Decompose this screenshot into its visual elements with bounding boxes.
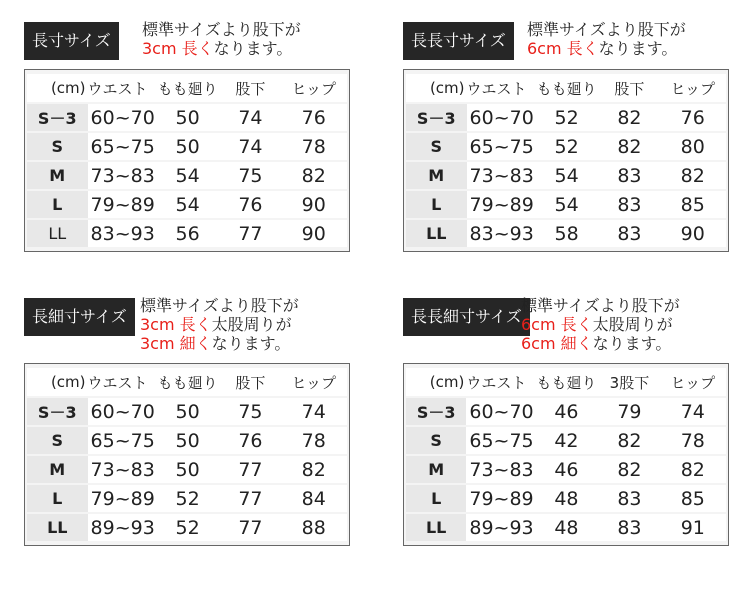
size-description — [140, 296, 299, 353]
table-row — [406, 162, 726, 189]
inseam-cell: 76 — [220, 427, 280, 454]
size-label: M — [27, 456, 88, 483]
size-label: S－3 — [406, 398, 466, 425]
hip-cell: 78 — [280, 133, 347, 160]
size-table — [24, 69, 350, 252]
waist-header: ウエスト — [88, 368, 155, 396]
table-header-row — [406, 368, 726, 396]
inseam-cell: 76 — [220, 191, 280, 218]
table-row — [27, 104, 347, 131]
desc-highlight: 6cm 長く — [521, 315, 593, 334]
table-row — [406, 427, 726, 454]
waist-header: ウエスト — [466, 368, 533, 396]
table-row — [27, 133, 347, 160]
desc-text: 標準サイズより股下が — [142, 20, 301, 39]
hip-cell: 78 — [280, 427, 347, 454]
inseam-cell: 83 — [599, 162, 659, 189]
waist-cell: 83~93 — [467, 220, 534, 247]
desc-line — [521, 315, 680, 334]
thigh-cell: 42 — [534, 427, 600, 454]
size-label: M — [406, 162, 467, 189]
hip-cell: 76 — [659, 104, 726, 131]
desc-text: 標準サイズより股下が — [521, 296, 680, 315]
table-header-row — [27, 368, 347, 396]
desc-line — [527, 20, 686, 39]
desc-line — [140, 315, 299, 334]
waist-cell: 60~70 — [88, 398, 155, 425]
inseam-header: 股下 — [220, 368, 280, 396]
inseam-cell: 79 — [599, 398, 659, 425]
size-table — [24, 363, 350, 546]
desc-line — [142, 20, 301, 39]
inseam-cell: 82 — [599, 133, 659, 160]
table-header-row — [406, 74, 726, 102]
thigh-header: もも廻り — [534, 74, 600, 102]
desc-line — [142, 39, 301, 58]
desc-highlight: 3cm 長く — [142, 39, 214, 58]
table-row — [406, 104, 726, 131]
desc-text: なります。 — [213, 39, 293, 58]
hip-cell: 84 — [280, 485, 347, 512]
thigh-cell: 52 — [155, 485, 221, 512]
size-type-badge: 長細寸サイズ — [24, 298, 135, 336]
size-label: LL — [406, 514, 466, 541]
table-row — [406, 456, 726, 483]
inseam-header: 3股下 — [599, 368, 659, 396]
thigh-cell: 52 — [534, 133, 600, 160]
size-description — [521, 296, 680, 353]
size-label: S — [27, 133, 88, 160]
size-table — [403, 69, 729, 252]
table-row — [406, 133, 726, 160]
desc-text: 太股周りが — [592, 315, 673, 334]
waist-cell: 65~75 — [467, 133, 534, 160]
table-row — [406, 485, 726, 512]
inseam-cell: 77 — [220, 220, 280, 247]
waist-cell: 65~75 — [88, 133, 155, 160]
waist-cell: 79~89 — [88, 485, 155, 512]
size-label: S — [27, 427, 88, 454]
size-label: LL — [406, 220, 467, 247]
table-row — [406, 220, 726, 247]
waist-header: ウエスト — [467, 74, 534, 102]
hip-cell: 82 — [660, 456, 726, 483]
thigh-cell: 52 — [534, 104, 600, 131]
size-label: S — [406, 133, 467, 160]
desc-highlight: 6cm 長く — [527, 39, 599, 58]
inseam-cell: 77 — [220, 514, 280, 541]
hip-cell: 82 — [659, 162, 726, 189]
table-header-row — [27, 74, 347, 102]
waist-cell: 65~75 — [88, 427, 155, 454]
thigh-cell: 50 — [155, 133, 221, 160]
table-row — [406, 398, 726, 425]
table-row — [27, 191, 347, 218]
waist-cell: 65~75 — [466, 427, 533, 454]
desc-line — [521, 296, 680, 315]
unit-header: (cm) — [27, 368, 88, 396]
table-row — [406, 514, 726, 541]
hip-cell: 82 — [280, 456, 347, 483]
size-table — [403, 363, 729, 546]
inseam-cell: 83 — [599, 220, 659, 247]
desc-text: 標準サイズより股下が — [140, 296, 299, 315]
thigh-cell: 54 — [155, 162, 221, 189]
hip-cell: 82 — [280, 162, 347, 189]
size-label: S－3 — [27, 398, 88, 425]
thigh-cell: 50 — [155, 398, 221, 425]
table-row — [406, 191, 726, 218]
thigh-header: もも廻り — [534, 368, 600, 396]
thigh-cell: 54 — [534, 162, 600, 189]
hip-header: ヒップ — [660, 368, 726, 396]
waist-cell: 73~83 — [467, 162, 534, 189]
thigh-header: もも廻り — [155, 74, 221, 102]
size-label: LL — [27, 220, 88, 247]
inseam-cell: 82 — [599, 456, 659, 483]
hip-cell: 90 — [659, 220, 726, 247]
size-type-badge: 長長寸サイズ — [403, 22, 514, 60]
size-label: L — [406, 191, 467, 218]
size-type-badge: 長寸サイズ — [24, 22, 119, 60]
size-label: S－3 — [27, 104, 88, 131]
hip-header: ヒップ — [280, 74, 347, 102]
hip-header: ヒップ — [280, 368, 347, 396]
thigh-cell: 50 — [155, 427, 221, 454]
inseam-cell: 77 — [220, 485, 280, 512]
inseam-header: 股下 — [220, 74, 280, 102]
hip-cell: 78 — [660, 427, 726, 454]
thigh-cell: 46 — [534, 456, 600, 483]
waist-cell: 83~93 — [88, 220, 155, 247]
waist-cell: 73~83 — [88, 162, 155, 189]
hip-cell: 90 — [280, 220, 347, 247]
desc-text: 標準サイズより股下が — [527, 20, 686, 39]
size-label: L — [27, 191, 88, 218]
waist-cell: 79~89 — [467, 191, 534, 218]
waist-cell: 73~83 — [88, 456, 155, 483]
hip-header: ヒップ — [659, 74, 726, 102]
thigh-cell: 48 — [534, 514, 600, 541]
inseam-cell: 75 — [220, 162, 280, 189]
inseam-cell: 83 — [599, 485, 659, 512]
thigh-cell: 48 — [534, 485, 600, 512]
size-label: L — [406, 485, 466, 512]
hip-cell: 90 — [280, 191, 347, 218]
desc-line — [140, 334, 299, 353]
table-row — [27, 427, 347, 454]
size-label: L — [27, 485, 88, 512]
inseam-cell: 83 — [599, 514, 659, 541]
thigh-cell: 46 — [534, 398, 600, 425]
desc-text: なります。 — [592, 334, 672, 353]
unit-header: (cm) — [406, 368, 466, 396]
unit-header: (cm) — [27, 74, 88, 102]
hip-cell: 74 — [280, 398, 347, 425]
waist-cell: 79~89 — [466, 485, 533, 512]
desc-highlight: 3cm 細く — [140, 334, 212, 353]
thigh-cell: 54 — [155, 191, 221, 218]
hip-cell: 80 — [659, 133, 726, 160]
thigh-cell: 56 — [155, 220, 221, 247]
desc-text: なります。 — [598, 39, 678, 58]
table-row — [27, 456, 347, 483]
hip-cell: 85 — [659, 191, 726, 218]
table-row — [27, 514, 347, 541]
waist-cell: 60~70 — [467, 104, 534, 131]
size-label: M — [27, 162, 88, 189]
size-label: S — [406, 427, 466, 454]
inseam-cell: 74 — [220, 133, 280, 160]
unit-header: (cm) — [406, 74, 467, 102]
size-type-badge: 長長細寸サイズ — [403, 298, 530, 336]
size-label: LL — [27, 514, 88, 541]
desc-highlight: 3cm 長く — [140, 315, 212, 334]
desc-text: なります。 — [211, 334, 291, 353]
waist-cell: 60~70 — [466, 398, 533, 425]
inseam-cell: 83 — [599, 191, 659, 218]
desc-line — [521, 334, 680, 353]
waist-cell: 89~93 — [88, 514, 155, 541]
thigh-cell: 50 — [155, 104, 221, 131]
waist-cell: 89~93 — [466, 514, 533, 541]
table-row — [27, 398, 347, 425]
desc-line — [140, 296, 299, 315]
waist-header: ウエスト — [88, 74, 155, 102]
hip-cell: 91 — [660, 514, 726, 541]
hip-cell: 74 — [660, 398, 726, 425]
inseam-cell: 77 — [220, 456, 280, 483]
thigh-cell: 50 — [155, 456, 221, 483]
desc-text: 太股周りが — [211, 315, 292, 334]
waist-cell: 73~83 — [466, 456, 533, 483]
desc-highlight: 6cm 細く — [521, 334, 593, 353]
size-description — [142, 20, 301, 58]
hip-cell: 88 — [280, 514, 347, 541]
hip-cell: 76 — [280, 104, 347, 131]
waist-cell: 79~89 — [88, 191, 155, 218]
desc-line — [527, 39, 686, 58]
table-row — [27, 220, 347, 247]
thigh-cell: 52 — [155, 514, 221, 541]
thigh-cell: 54 — [534, 191, 600, 218]
table-row — [27, 485, 347, 512]
thigh-cell: 58 — [534, 220, 600, 247]
inseam-cell: 82 — [599, 427, 659, 454]
size-description — [527, 20, 686, 58]
inseam-cell: 74 — [220, 104, 280, 131]
thigh-header: もも廻り — [155, 368, 221, 396]
inseam-header: 股下 — [599, 74, 659, 102]
size-label: S－3 — [406, 104, 467, 131]
inseam-cell: 75 — [220, 398, 280, 425]
hip-cell: 85 — [660, 485, 726, 512]
size-label: M — [406, 456, 466, 483]
waist-cell: 60~70 — [88, 104, 155, 131]
inseam-cell: 82 — [599, 104, 659, 131]
table-row — [27, 162, 347, 189]
